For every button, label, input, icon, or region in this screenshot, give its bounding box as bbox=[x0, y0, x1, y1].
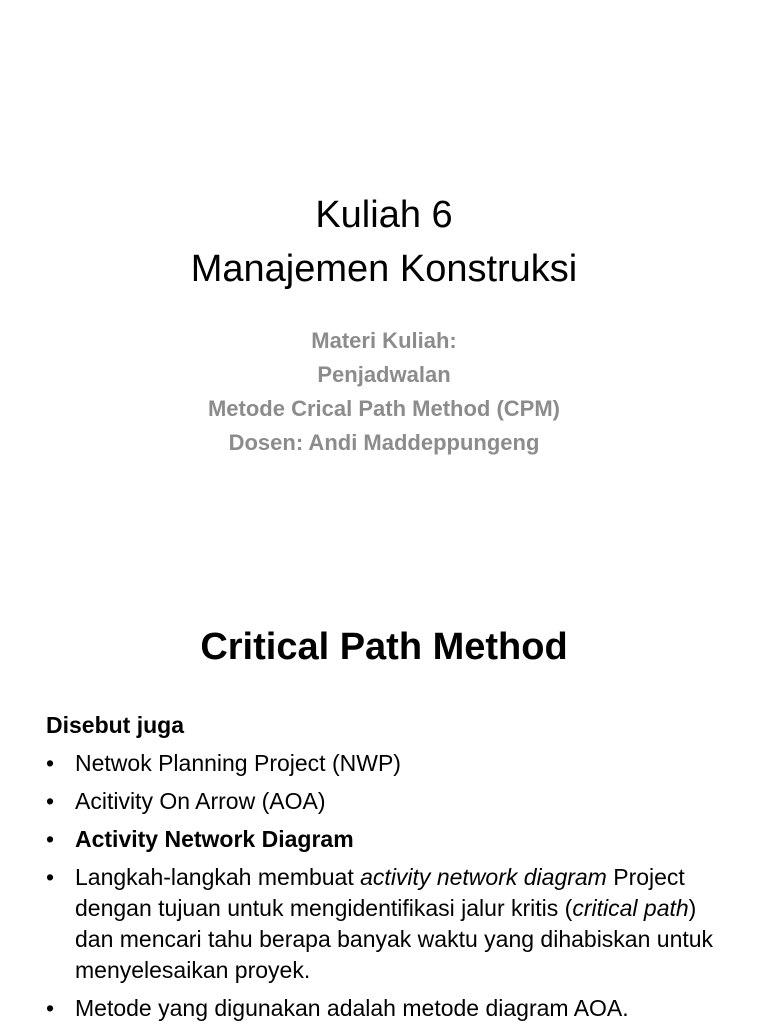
bullet-icon: • bbox=[46, 826, 55, 852]
bullet-text-italic: activity network diagram bbox=[360, 864, 607, 890]
bullet-text: Metode yang digunakan adalah metode diagram AOA. bbox=[75, 995, 629, 1021]
bullet-icon: • bbox=[46, 788, 55, 814]
bullet-item bbox=[46, 748, 736, 779]
subtitle-line-2: Penjadwalan bbox=[317, 362, 451, 387]
slide-1-title bbox=[0, 188, 768, 296]
bullet-item bbox=[46, 862, 736, 986]
bullet-item bbox=[46, 824, 736, 855]
bullet-item bbox=[46, 786, 736, 817]
title-line-2: Manajemen Konstruksi bbox=[190, 248, 578, 290]
subtitle-line-4: Dosen: Andi Maddeppungeng bbox=[228, 430, 540, 455]
bullet-text: Acitivity On Arrow (AOA) bbox=[75, 788, 326, 814]
bullet-text-part: Project dengan tujuan untuk mengidentifikasi jalur kritis ( bbox=[75, 864, 685, 921]
bullet-list bbox=[46, 748, 736, 1024]
content-heading: Disebut juga bbox=[46, 712, 185, 738]
title-line-1: Kuliah 6 bbox=[315, 194, 453, 236]
bullet-text: Activity Network Diagram bbox=[75, 826, 354, 852]
bullet-text-part: ) dan mencari tahu berapa banyak waktu yang dihabiskan untuk menyelesaikan proyek. bbox=[75, 895, 714, 983]
bullet-text-italic: critical path bbox=[572, 895, 689, 921]
bullet-icon: • bbox=[46, 995, 55, 1021]
slide-2-title: Critical Path Method bbox=[200, 626, 568, 668]
slide-2-content bbox=[46, 710, 736, 1024]
slide-1-subtitle bbox=[0, 324, 768, 460]
slide-2 bbox=[0, 576, 768, 1024]
bullet-text: Netwok Planning Project (NWP) bbox=[75, 750, 401, 776]
subtitle-line-3: Metode Crical Path Method (CPM) bbox=[207, 396, 560, 421]
bullet-icon: • bbox=[46, 864, 55, 890]
bullet-item bbox=[46, 993, 736, 1024]
bullet-text-part: Langkah-langkah membuat bbox=[75, 864, 361, 890]
bullet-text bbox=[75, 864, 713, 983]
bullet-icon: • bbox=[46, 750, 55, 776]
subtitle-line-1: Materi Kuliah: bbox=[311, 328, 457, 353]
